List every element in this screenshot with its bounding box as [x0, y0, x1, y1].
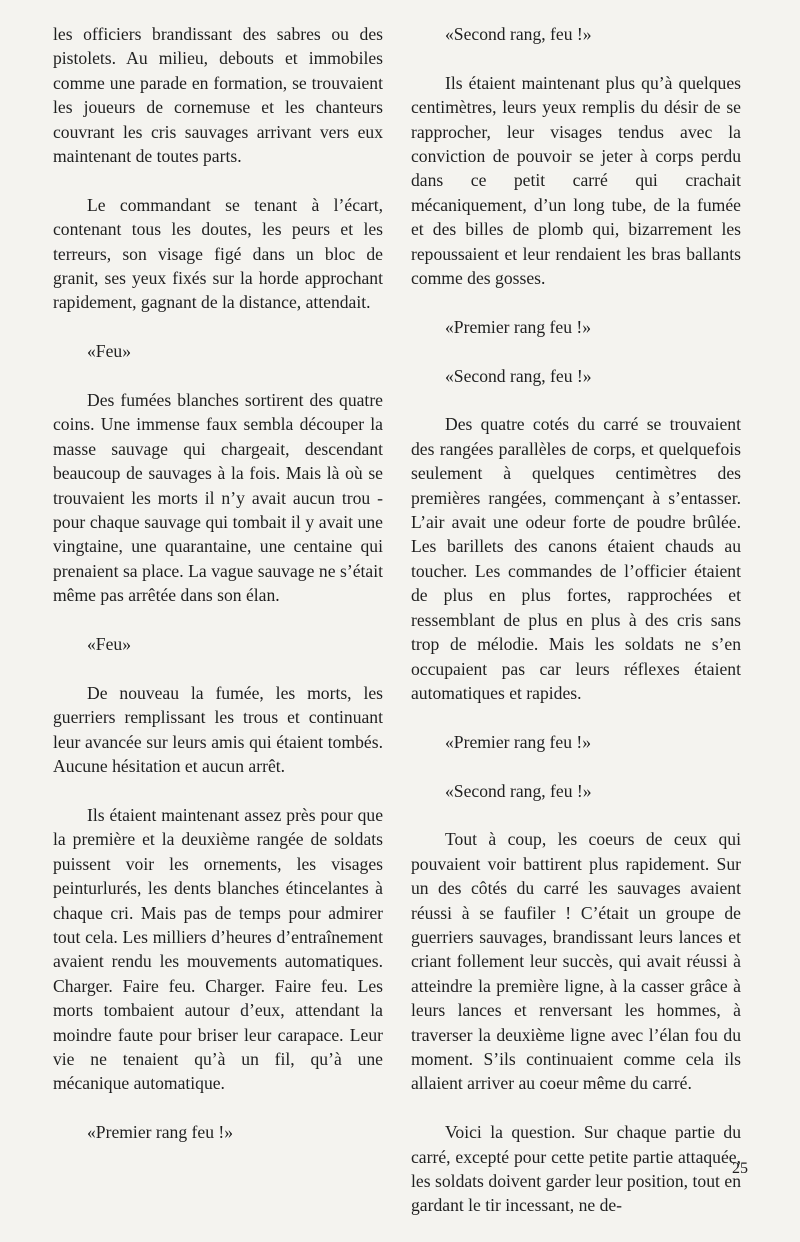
dialogue-line: «Premier rang feu !»	[87, 1122, 234, 1143]
paragraph: De nouveau la fumée, les morts, les guerriers remplissant les trous et continuant leur avancée sur leurs amis qui étaient tombés. Aucune hésitation et aucun arrêt.	[53, 682, 383, 777]
dialogue-line: «Second rang, feu !»	[445, 24, 592, 44]
left-column	[53, 22, 383, 1169]
right-column	[411, 22, 741, 1242]
dialogue-line: «Premier rang feu !»	[445, 731, 592, 752]
paragraph: Voici la question. Sur chaque partie du carré, excepté pour cette petite partie attaquée, les soldats doivent garder leur position, tout en gardant le tir incessant, ne de-	[411, 1122, 741, 1216]
dialogue-line: «Feu»	[87, 634, 131, 655]
dialogue-line: «Second rang, feu !»	[445, 365, 592, 386]
dialogue-line: «Second rang, feu !»	[445, 780, 592, 801]
paragraph: Ils étaient maintenant assez près pour que la première et la deuxième rangée de soldats puissent voir les ornements, les visages peinturlurés, les dents blanches étincelantes à chaque cri. Mais pas de temps pour admirer tout cela. Les milliers d’heures d’entraînement avaient rendu les mouvements automatiques. Charger. Faire feu. Charger. Faire feu. Les morts tombaient autour d’eux, attendant la moindre faute pour briser leur carapace. Leur vie ne tenaient qu’à un fil, qu’à une mécanique automatique.	[53, 804, 383, 1094]
page-number: 25	[732, 1160, 748, 1177]
paragraph: Ils étaient maintenant plus qu’à quelques centimètres, leurs yeux remplis du désir de se rapprocher, leur visages tendus avec la conviction de pouvoir se jeter à corps perdu dans ce petit carré qui crachait mécaniquement, d’un long tube, de la fumée et des billes de plomb qui, bizarrement les repoussaient et leur rendaient les bras ballants comme des gosses.	[411, 72, 741, 289]
paragraph: Des fumées blanches sortirent des quatre coins. Une immense faux sembla découper la masse sauvage qui chargeait, descendant beaucoup de sauvages à la fois. Mais là où se trouvaient les morts il n’y avait aucun trou - pour chaque sauvage qui tombait il y avait une vingtaine, une quarantaine, une centaine qui prenaient sa place. La vague sauvage ne s’était même pas arrêtée dans son élan.	[53, 390, 383, 606]
paragraph: Des quatre cotés du carré se trouvaient des rangées parallèles de corps, et quelquefois seulement à quelques centimètres des premières rangées, commençant à s’entasser. L’air avait une odeur forte de poudre brûlée. Les barillets des canons étaient chauds au toucher. Les commandes de l’officier étaient de plus en plus fortes, rapprochées et ressemblant de plus en plus à des cris sans trop de mélodie. Mais les soldats ne s’en occupaient pas car leurs réflexes étaient automatiques et rapides.	[411, 414, 741, 703]
paragraph: Tout à coup, les coeurs de ceux qui pouvaient voir battirent plus rapidement. Sur un des côtés du carré les sauvages avaient réussi à se faufiler ! C’était un groupe de guerriers sauvages, brandissant leurs lances et criant follement leur succès, qui avait réussi à atteindre la première ligne, à la casser grâce à leurs lances et renversant les hommes, à traverser la deuxième ligne avec l’élan fou du moment. S’ils continuaient comme cela ils allaient arriver au coeur même du carré.	[411, 829, 741, 1094]
paragraph: Le commandant se tenant à l’écart, contenant tous les doutes, les peurs et les terreurs, son visage figé dans un bloc de granit, ses yeux fixés sur la horde approchant rapidement, gagnant de la distance, attendait.	[53, 194, 383, 313]
dialogue-line: «Feu»	[87, 341, 131, 362]
dialogue-line: «Premier rang feu !»	[445, 316, 592, 337]
paragraph: les officiers brandissant des sabres ou des pistolets. Au milieu, debouts et immobiles comme une parade en formation, se trouvaient les joueurs de cornemuse et les chanteurs couvrant les cris sauvages arrivant vers eux maintenant de toutes parts.	[53, 24, 383, 167]
